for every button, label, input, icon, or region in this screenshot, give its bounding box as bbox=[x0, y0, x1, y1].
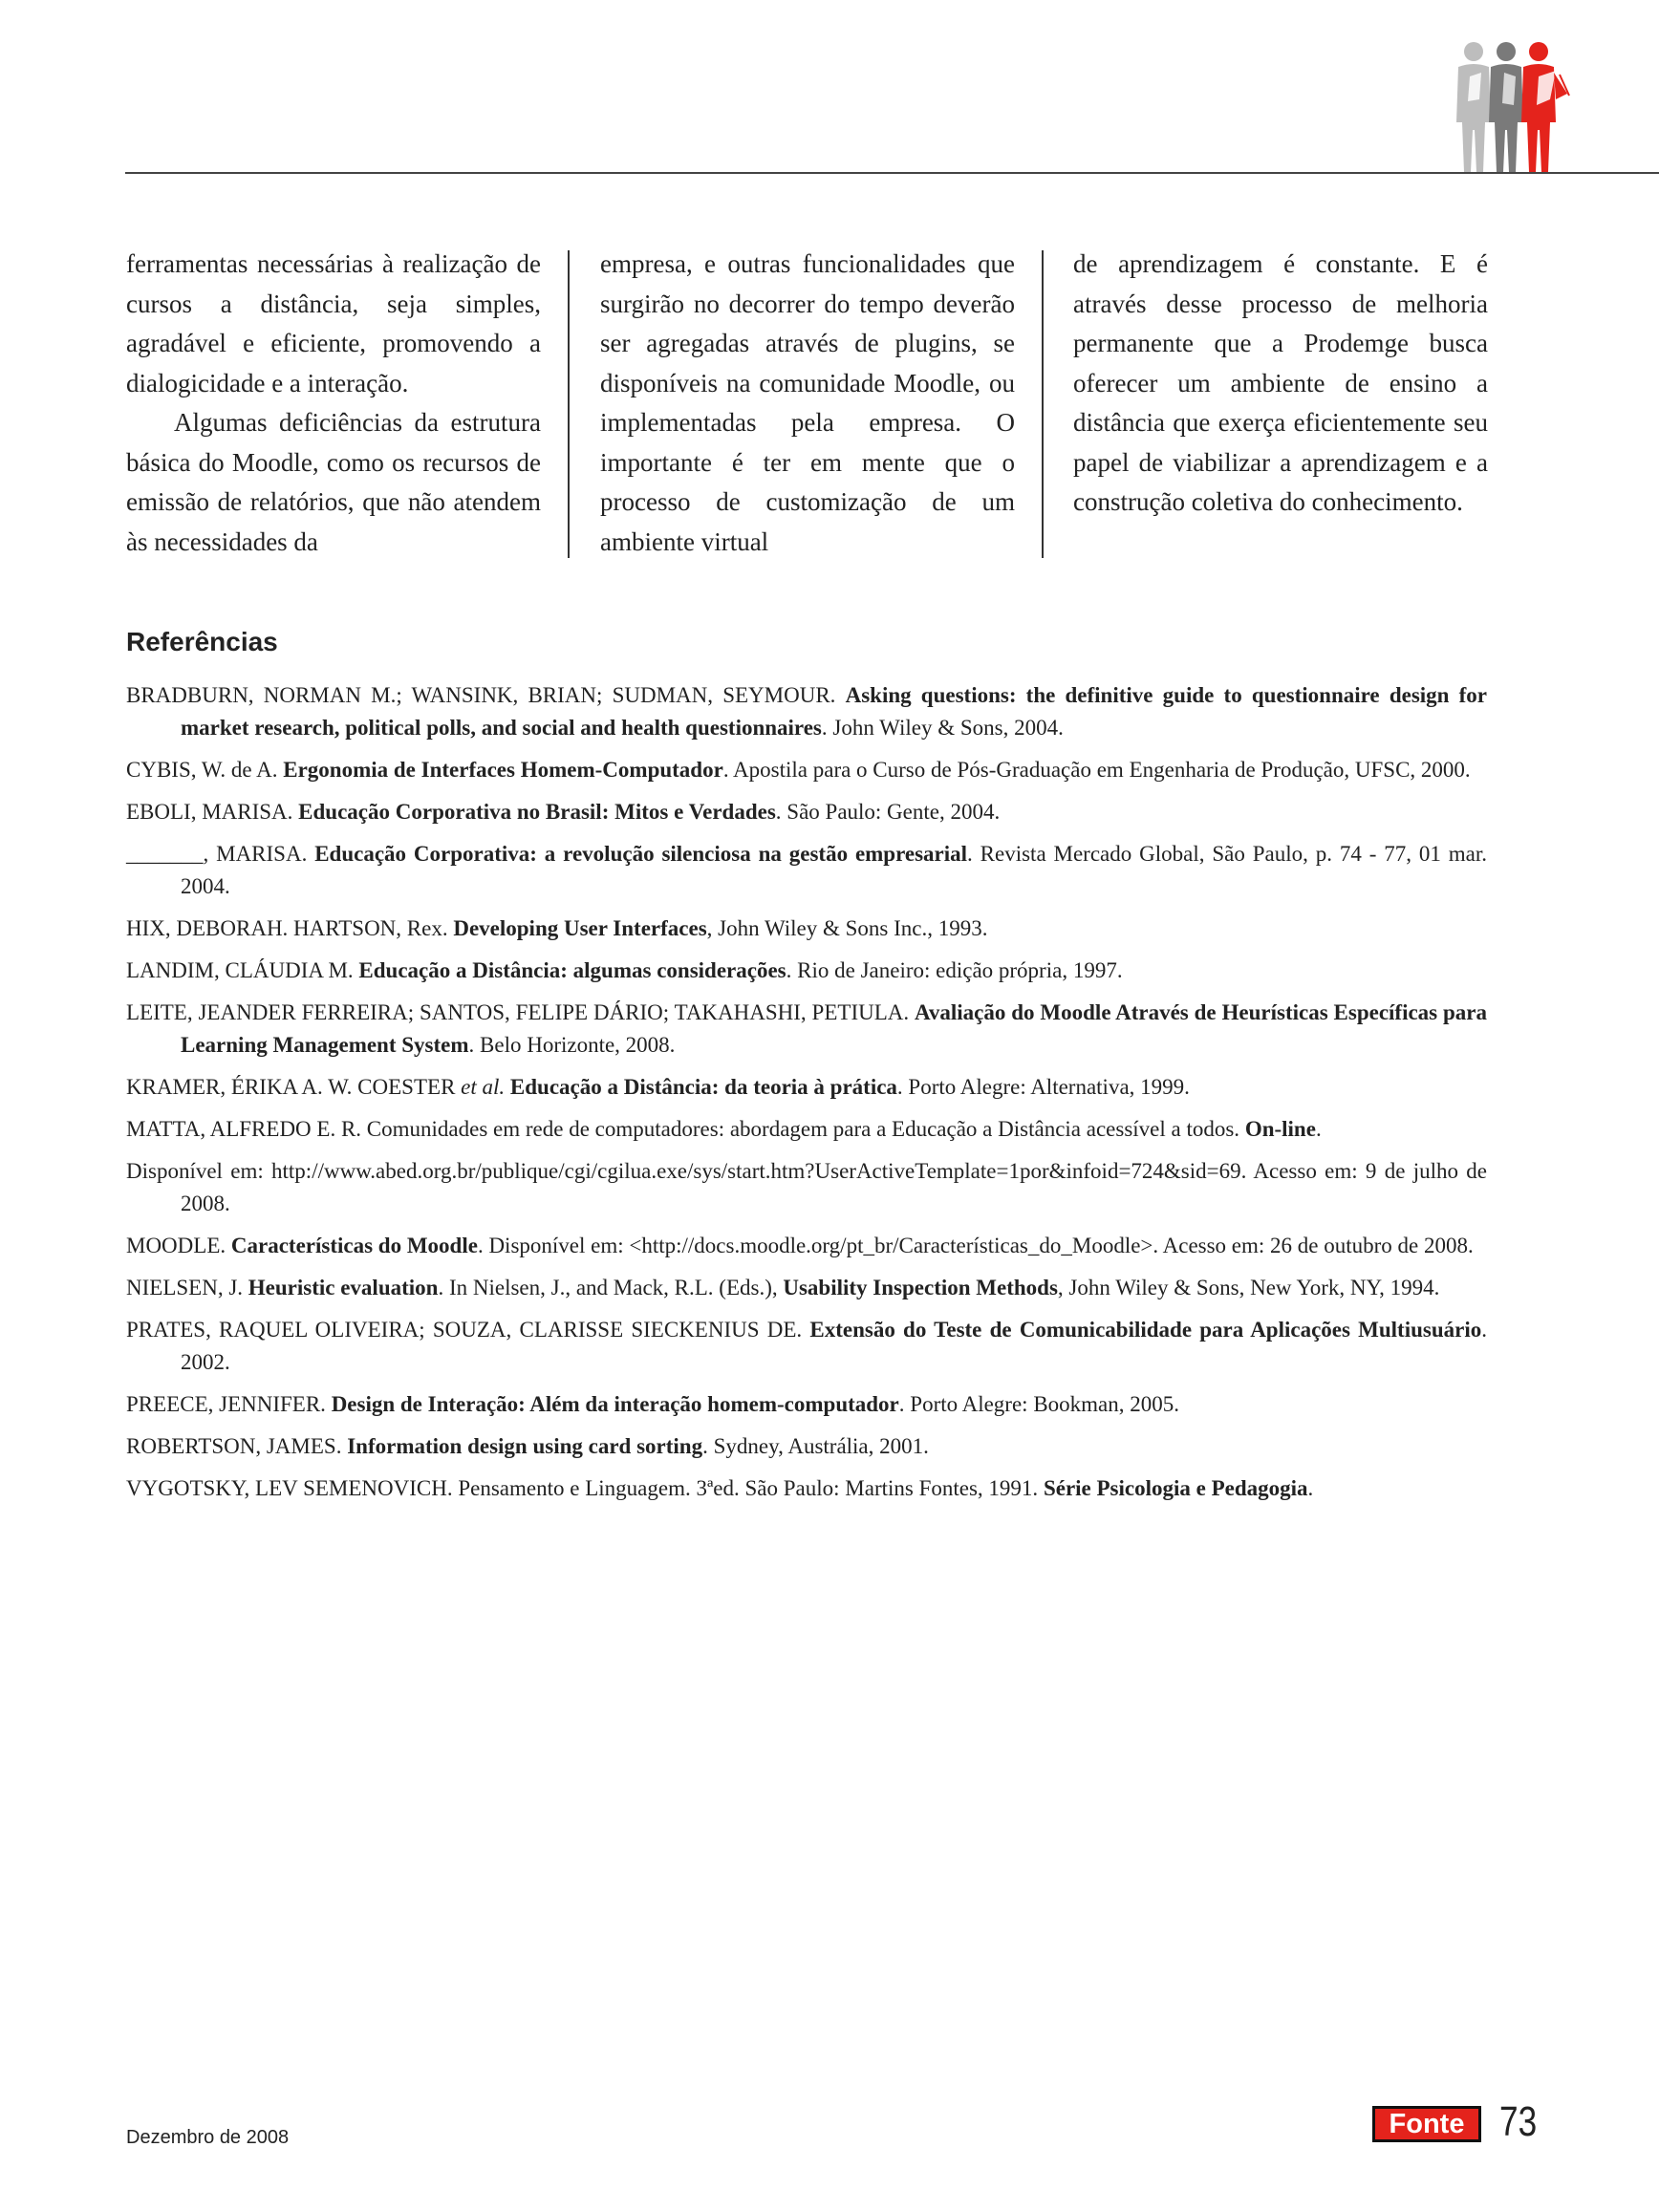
reference-item: PREECE, JENNIFER. Design de Interação: Além da interação homem-computador. Porto Alegre: Bookman, 2005. bbox=[126, 1392, 1180, 1416]
column-divider bbox=[1042, 250, 1044, 558]
footer-date: Dezembro de 2008 bbox=[126, 2127, 290, 2148]
references-list bbox=[126, 679, 1487, 1514]
reference-item: HIX, DEBORAH. HARTSON, Rex. Developing User Interfaces, John Wiley & Sons Inc., 1993. bbox=[126, 916, 988, 940]
reference-item: KRAMER, ÉRIKA A. W. COESTER et al. Educação a Distância: da teoria à prática. Porto Alegre: Alternativa, 1999. bbox=[126, 1075, 1190, 1099]
reference-item: CYBIS, W. de A. Ergonomia de Interfaces Homem-Computador. Apostila para o Curso de Pós-Graduação em Engenharia de Produção, UFSC, 2000. bbox=[126, 758, 1471, 782]
body-column-3 bbox=[1073, 245, 1488, 523]
reference-item: ROBERTSON, JAMES. Information design using card sorting. Sydney, Austrália, 2001. bbox=[126, 1434, 929, 1458]
reference-item: LANDIM, CLÁUDIA M. Educação a Distância: algumas considerações. Rio de Janeiro: edição própria, 1997. bbox=[126, 958, 1123, 982]
body-column-2 bbox=[600, 245, 1015, 562]
body-paragraph: ferramentas necessárias à realização de cursos a distância, seja simples, agradável e eficiente, promovendo a dialogicidade e a interação. bbox=[126, 249, 541, 397]
reference-item: PRATES, RAQUEL OLIVEIRA; SOUZA, CLARISSE SIECKENIUS DE. Extensão do Teste de Comunicabilidade para Aplicações Multiusuário. 2002. bbox=[126, 1318, 1487, 1374]
body-column-1 bbox=[126, 245, 541, 562]
references-heading: Referências bbox=[126, 627, 278, 656]
body-columns bbox=[126, 245, 1487, 560]
page-number: 73 bbox=[1499, 2098, 1538, 2145]
column-divider bbox=[568, 250, 570, 558]
three-people-icon bbox=[1443, 38, 1596, 172]
reference-item: BRADBURN, NORMAN M.; WANSINK, BRIAN; SUDMAN, SEYMOUR. Asking questions: the definitive guide to questionnaire design for market research, political polls, and social and health questionnaires. John Wiley & Sons, 2004. bbox=[126, 683, 1487, 740]
reference-item: MOODLE. Características do Moodle. Disponível em: <http://docs.moodle.org/pt_br/Características_do_Moodle>. Acesso em: 26 de outubro de 2008. bbox=[126, 1234, 1474, 1257]
body-paragraph: empresa, e outras funcionalidades que surgirão no decorrer do tempo deverão ser agregadas através de plugins, se disponíveis na comunidade Moodle, ou implementadas pela empresa. O importante é ter em mente que o processo de customização de um ambiente virtual bbox=[600, 249, 1015, 556]
body-paragraph: de aprendizagem é constante. E é através desse processo de melhoria permanente que a Prodemge busca oferecer um ambiente de ensino a distância que exerça eficientemente seu papel de viabilizar a aprendizagem e a construção coletiva do conhecimento. bbox=[1073, 249, 1488, 516]
brand-label: Fonte bbox=[1372, 2106, 1481, 2142]
reference-item: EBOLI, MARISA. Educação Corporativa no Brasil: Mitos e Verdades. São Paulo: Gente, 2004. bbox=[126, 800, 1001, 824]
header-rule bbox=[125, 172, 1659, 174]
reference-item: VYGOTSKY, LEV SEMENOVICH. Pensamento e Linguagem. 3ªed. São Paulo: Martins Fontes, 1991. Série Psicologia e Pedagogia. bbox=[126, 1476, 1314, 1500]
reference-item: LEITE, JEANDER FERREIRA; SANTOS, FELIPE DÁRIO; TAKAHASHI, PETIULA. Avaliação do Moodle Através de Heurísticas Específicas para Learning Management System. Belo Horizonte, 2008. bbox=[126, 1000, 1487, 1057]
body-paragraph: Algumas deficiências da estrutura básica do Moodle, como os recursos de emissão de relatórios, que não atendem às necessidades da bbox=[126, 408, 541, 556]
reference-item: _______, MARISA. Educação Corporativa: a revolução silenciosa na gestão empresarial. Revista Mercado Global, São Paulo, p. 74 - 77, 01 mar. 2004. bbox=[126, 842, 1487, 898]
reference-item: Disponível em: http://www.abed.org.br/publique/cgi/cgilua.exe/sys/start.htm?UserActiveTemplate=1por&infoid=724&sid=69. Acesso em: 9 de julho de 2008. bbox=[126, 1159, 1487, 1215]
reference-item: NIELSEN, J. Heuristic evaluation. In Nielsen, J., and Mack, R.L. (Eds.), Usability Inspection Methods, John Wiley & Sons, New York, NY, 1994. bbox=[126, 1276, 1440, 1299]
reference-item: MATTA, ALFREDO E. R. Comunidades em rede de computadores: abordagem para a Educação a Distância acessível a todos. On-line. bbox=[126, 1117, 1322, 1141]
